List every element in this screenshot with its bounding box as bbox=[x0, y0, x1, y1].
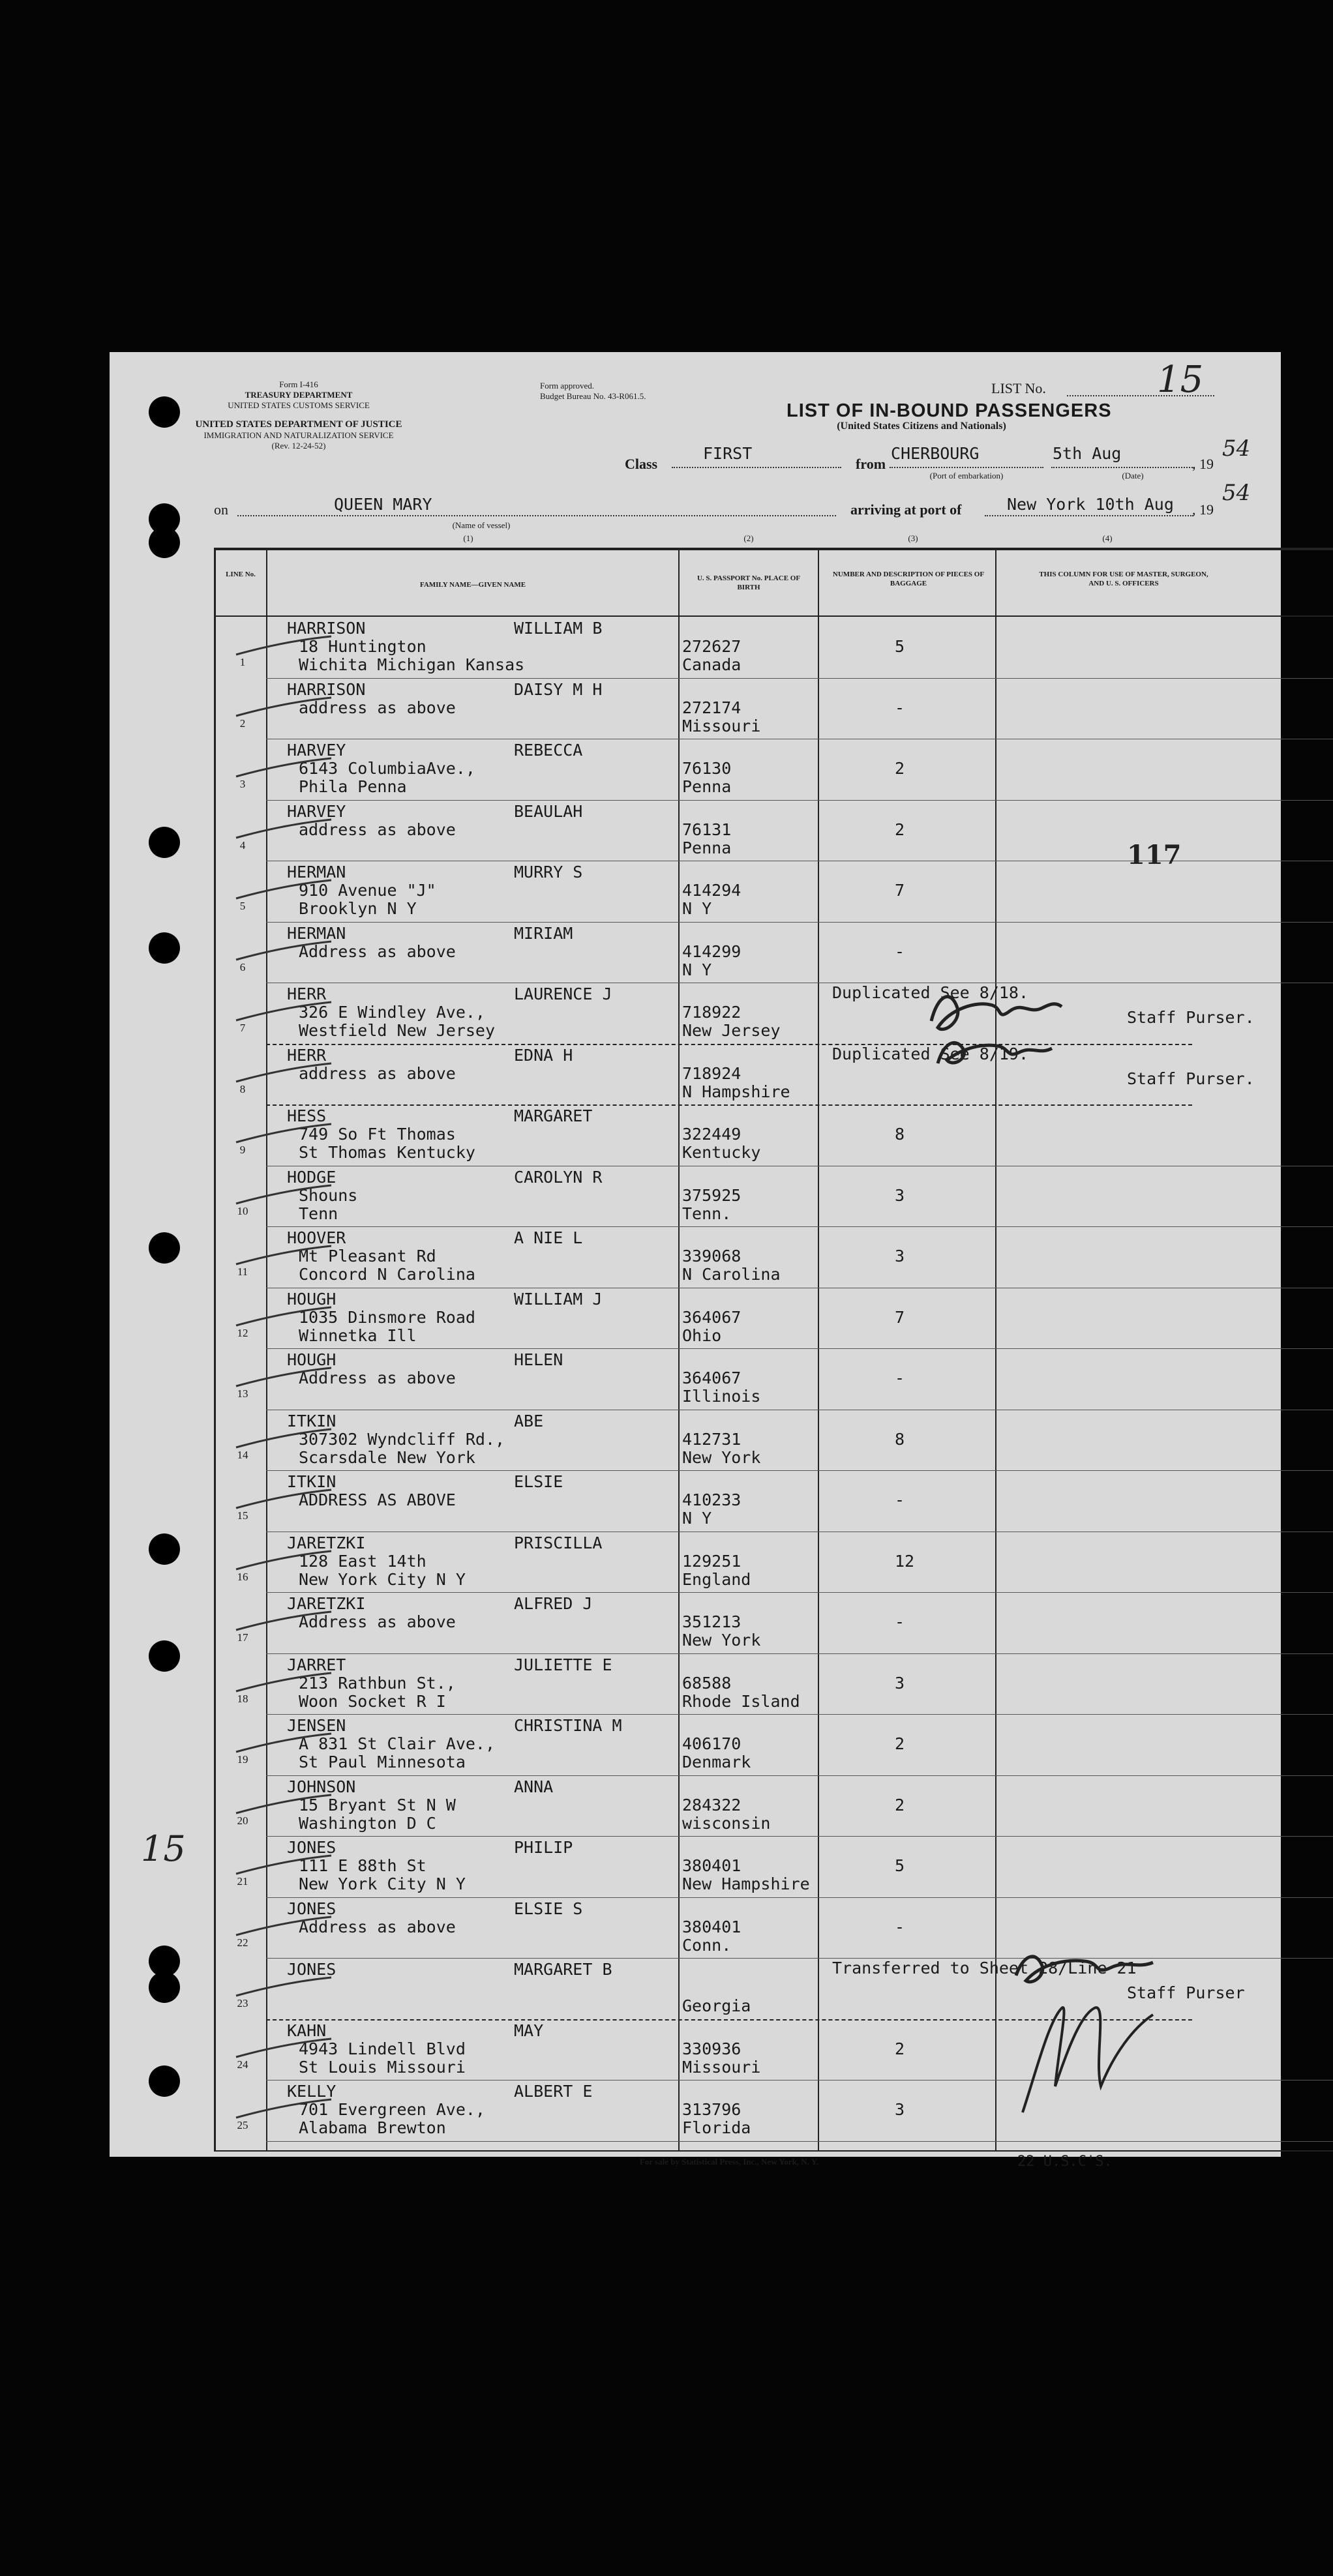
family-name: JONES bbox=[287, 1899, 337, 1918]
passport-number: 414299 bbox=[682, 941, 741, 961]
passport-number: 129251 bbox=[682, 1551, 741, 1571]
address-line-1: Address as above bbox=[299, 941, 456, 961]
given-name: ALFRED J bbox=[514, 1594, 593, 1613]
row-divider bbox=[266, 1226, 1333, 1227]
line-number: 18 bbox=[237, 1692, 248, 1705]
given-name: ANNA bbox=[514, 1777, 554, 1796]
address-line-2: Washington D C bbox=[299, 1813, 436, 1833]
baggage-count: 3 bbox=[895, 1185, 905, 1205]
check-mark-icon bbox=[233, 1791, 338, 1817]
given-name: MAY bbox=[514, 2021, 544, 2040]
given-name: ELSIE bbox=[514, 1472, 563, 1491]
baggage-count: 2 bbox=[895, 820, 905, 839]
baggage-count: - bbox=[895, 698, 905, 717]
check-mark-icon bbox=[233, 2035, 338, 2061]
row-note-signoff: Staff Purser bbox=[1127, 1983, 1245, 2002]
address-line-1: ADDRESS AS ABOVE bbox=[299, 1490, 456, 1509]
given-name: PHILIP bbox=[514, 1838, 573, 1857]
family-name: HODGE bbox=[287, 1167, 337, 1187]
passport-number: 76131 bbox=[682, 820, 732, 839]
line-number: 22 bbox=[237, 1936, 248, 1949]
from-value: CHERBOURG bbox=[891, 444, 980, 463]
punch-hole bbox=[149, 827, 180, 858]
baggage-count: - bbox=[895, 1369, 905, 1387]
place-of-birth: Conn. bbox=[682, 1935, 732, 1955]
passport-number: 351213 bbox=[682, 1612, 741, 1631]
check-mark-icon bbox=[233, 694, 338, 720]
from-caption: (Port of embarkation) bbox=[929, 471, 1004, 481]
place-of-birth: N Y bbox=[682, 899, 712, 918]
date-caption: (Date) bbox=[1122, 471, 1144, 481]
row-note: Duplicated See 8/19. bbox=[832, 1044, 1029, 1063]
row-divider bbox=[266, 1714, 1333, 1715]
address-line-1: 213 Rathbun St., bbox=[299, 1673, 456, 1693]
margin-note: 15 bbox=[141, 1828, 186, 1869]
given-name: LAURENCE J bbox=[514, 985, 612, 1003]
row-divider bbox=[266, 1592, 1333, 1593]
family-name: HARVEY bbox=[287, 741, 346, 760]
line-number: 7 bbox=[239, 1022, 246, 1034]
check-mark-icon bbox=[233, 816, 338, 842]
table-header-bottom bbox=[214, 615, 1333, 617]
arriving-label: arriving at port of bbox=[850, 501, 962, 518]
place-of-birth: Illinois bbox=[682, 1387, 761, 1406]
given-name: BEAULAH bbox=[514, 801, 583, 821]
date-value: 5th Aug bbox=[1053, 444, 1122, 463]
line-number: 14 bbox=[237, 1448, 248, 1461]
punch-hole bbox=[149, 2065, 180, 2097]
col-num-4: (4) bbox=[1102, 533, 1113, 543]
list-subtitle: (United States Citizens and Nationals) bbox=[837, 421, 1006, 432]
check-mark-icon bbox=[233, 1730, 338, 1756]
passport-number: 339068 bbox=[682, 1247, 741, 1266]
place-of-birth: Rhode Island bbox=[682, 1691, 800, 1711]
check-mark-icon bbox=[233, 1913, 338, 1939]
baggage-count: 3 bbox=[895, 2100, 905, 2119]
check-mark-icon bbox=[233, 754, 338, 780]
address-line-2: New York City N Y bbox=[299, 1874, 466, 1893]
check-mark-icon bbox=[233, 1547, 338, 1573]
footer-printer: For sale by Statistical Press, Inc., New York, N. Y. bbox=[639, 2157, 819, 2167]
passport-number: 380401 bbox=[682, 1856, 741, 1875]
baggage-count: 5 bbox=[895, 1856, 905, 1875]
family-name: HERR bbox=[287, 985, 327, 1003]
check-mark-icon bbox=[233, 1425, 338, 1451]
baggage-count: 12 bbox=[895, 1551, 915, 1571]
address-line-2: St Paul Minnesota bbox=[299, 1753, 466, 1771]
customs-service: UNITED STATES CUSTOMS SERVICE bbox=[228, 400, 370, 410]
line-number: 24 bbox=[237, 2058, 248, 2071]
check-mark-icon bbox=[233, 876, 338, 902]
line-number: 25 bbox=[237, 2119, 248, 2131]
line-number: 17 bbox=[237, 1631, 248, 1644]
row-note: Transferred to Sheet 28/Line 21 bbox=[832, 1959, 1137, 1977]
passport-number: 322449 bbox=[682, 1125, 741, 1144]
check-mark-icon bbox=[233, 1852, 338, 1878]
given-name: MURRY S bbox=[514, 863, 583, 881]
address-line-2: Alabama Brewton bbox=[299, 2118, 446, 2137]
given-name: WILLIAM J bbox=[514, 1289, 603, 1309]
check-mark-icon bbox=[233, 1303, 338, 1329]
class-label: Class bbox=[625, 456, 658, 472]
address-line-1: 128 East 14th bbox=[299, 1551, 427, 1571]
passport-number: 412731 bbox=[682, 1429, 741, 1449]
check-mark-icon bbox=[233, 1974, 338, 2000]
passport-number: 284322 bbox=[682, 1795, 741, 1814]
line-number: 12 bbox=[237, 1326, 248, 1339]
address-line-1: Address as above bbox=[299, 1612, 456, 1631]
treasury-dept: TREASURY DEPARTMENT bbox=[245, 390, 353, 400]
given-name: ABE bbox=[514, 1411, 544, 1430]
given-name: JULIETTE E bbox=[514, 1655, 612, 1674]
arrival-year-prefix: , 19 bbox=[1192, 501, 1214, 518]
check-mark-icon bbox=[233, 632, 338, 659]
line-number: 23 bbox=[237, 1997, 248, 2009]
punch-hole bbox=[149, 1533, 180, 1565]
given-name: REBECCA bbox=[514, 741, 583, 760]
class-line bbox=[672, 467, 841, 468]
address-line-1: Address as above bbox=[299, 1917, 456, 1936]
baggage-count: 8 bbox=[895, 1429, 905, 1449]
check-mark-icon bbox=[233, 998, 338, 1024]
family-name: HERMAN bbox=[287, 923, 346, 943]
family-name: JARETZKI bbox=[287, 1533, 366, 1552]
arrival-line bbox=[985, 515, 1193, 516]
check-mark-icon bbox=[233, 1181, 338, 1207]
line-number: 20 bbox=[237, 1814, 248, 1827]
line-number: 11 bbox=[237, 1266, 248, 1278]
place-of-birth: wisconsin bbox=[682, 1813, 771, 1833]
row-divider bbox=[266, 1897, 1333, 1898]
line-number: 10 bbox=[237, 1204, 248, 1217]
address-line-1: 6143 ColumbiaAve., bbox=[299, 759, 475, 778]
form-number: Form I-416 bbox=[279, 379, 318, 389]
class-value: FIRST bbox=[703, 444, 753, 463]
punch-hole bbox=[149, 1640, 180, 1672]
passport-number: 330936 bbox=[682, 2039, 741, 2058]
row-divider bbox=[266, 2141, 1333, 2142]
check-mark-icon bbox=[233, 1120, 338, 1146]
date-year: 54 bbox=[1222, 436, 1251, 462]
family-name: KELLY bbox=[287, 2082, 337, 2101]
passport-number: 68588 bbox=[682, 1673, 732, 1693]
col-num-2: (2) bbox=[743, 533, 754, 543]
row-note-signoff: Staff Purser. bbox=[1127, 1069, 1255, 1088]
col-header-officers: THIS COLUMN FOR USE OF MASTER, SURGEON, AND U. S. OFFICERS bbox=[1039, 570, 1208, 587]
place-of-birth: N Y bbox=[682, 960, 712, 979]
given-name: ELSIE S bbox=[514, 1899, 583, 1918]
baggage-count: 7 bbox=[895, 881, 905, 900]
given-name: MARGARET B bbox=[514, 1960, 612, 1979]
given-name: DAISY M H bbox=[514, 679, 603, 699]
address-line-2: Wichita Michigan Kansas bbox=[299, 655, 525, 674]
place-of-birth: Tenn. bbox=[682, 1204, 732, 1223]
place-of-birth: Canada bbox=[682, 655, 741, 674]
baggage-count: 2 bbox=[895, 1795, 905, 1814]
punch-hole bbox=[149, 396, 180, 428]
address-line-1: Shouns bbox=[299, 1185, 358, 1205]
check-mark-icon bbox=[233, 2095, 338, 2122]
address-line-1: 910 Avenue "J" bbox=[299, 881, 436, 900]
baggage-count: 2 bbox=[895, 759, 905, 778]
row-divider bbox=[266, 1470, 1333, 1471]
table-left-border bbox=[214, 548, 216, 2152]
form-approved: Form approved. bbox=[540, 381, 595, 391]
signature-staff-purser-2 bbox=[996, 1930, 1179, 2125]
given-name: MIRIAM bbox=[514, 923, 573, 943]
address-line-2: New York City N Y bbox=[299, 1569, 466, 1589]
table-bottom-border bbox=[214, 2150, 1333, 2152]
col-header-line: LINE No. bbox=[226, 570, 256, 578]
address-line-2: Concord N Carolina bbox=[299, 1265, 475, 1284]
address-line-1: Address as above bbox=[299, 1369, 456, 1387]
family-name: HOUGH bbox=[287, 1289, 337, 1309]
row-divider bbox=[266, 1104, 1192, 1106]
place-of-birth: Kentucky bbox=[682, 1143, 761, 1162]
baggage-count: 2 bbox=[895, 2039, 905, 2058]
address-line-1: address as above bbox=[299, 698, 456, 717]
family-name: HOUGH bbox=[287, 1350, 337, 1369]
row-divider bbox=[266, 678, 1333, 679]
col-num-1: (1) bbox=[463, 533, 473, 543]
family-name: JENSEN bbox=[287, 1716, 346, 1735]
line-number: 6 bbox=[239, 960, 246, 973]
family-name: HERR bbox=[287, 1045, 327, 1065]
vessel-value: QUEEN MARY bbox=[334, 495, 432, 514]
line-number: 19 bbox=[237, 1753, 248, 1766]
address-line-2: Tenn bbox=[299, 1204, 338, 1223]
line-number: 8 bbox=[239, 1082, 246, 1095]
from-label: from bbox=[856, 456, 886, 472]
address-line-1: 326 E Windley Ave., bbox=[299, 1003, 485, 1022]
row-divider bbox=[266, 922, 1333, 923]
passenger-list-page bbox=[110, 352, 1281, 2170]
given-name: PRISCILLA bbox=[514, 1533, 603, 1552]
officer-note: 117 bbox=[1127, 840, 1182, 870]
punch-hole bbox=[149, 1972, 180, 2003]
row-divider bbox=[266, 1348, 1333, 1349]
given-name: WILLIAM B bbox=[514, 619, 603, 638]
arrival-year: 54 bbox=[1222, 480, 1251, 506]
col-header-name: FAMILY NAME—GIVEN NAME bbox=[419, 581, 526, 589]
address-line-1: 307302 Wyndcliff Rd., bbox=[299, 1429, 505, 1449]
baggage-count: - bbox=[895, 1490, 905, 1509]
signature-staff-purser-1 bbox=[918, 975, 1068, 1073]
footer-right: 22 U.S.C'S. bbox=[1017, 2154, 1113, 2170]
given-name: MARGARET bbox=[514, 1106, 593, 1125]
row-divider bbox=[266, 800, 1333, 801]
col-divider-name bbox=[678, 548, 680, 2152]
given-name: A NIE L bbox=[514, 1228, 583, 1247]
passport-number: 375925 bbox=[682, 1185, 741, 1205]
family-name: HARVEY bbox=[287, 801, 346, 821]
address-line-2: Scarsdale New York bbox=[299, 1447, 475, 1467]
row-divider bbox=[266, 1836, 1333, 1837]
budget-bureau: Budget Bureau No. 43-R061.5. bbox=[540, 391, 646, 401]
col-header-baggage: NUMBER AND DESCRIPTION OF PIECES OF BAGGAGE bbox=[832, 570, 985, 587]
row-note-signoff: Staff Purser. bbox=[1127, 1008, 1255, 1027]
vessel-caption: (Name of vessel) bbox=[452, 520, 511, 530]
line-number: 21 bbox=[237, 1875, 248, 1888]
baggage-count: 3 bbox=[895, 1247, 905, 1266]
check-mark-icon bbox=[233, 1669, 338, 1695]
passport-number: 406170 bbox=[682, 1734, 741, 1753]
punch-hole bbox=[149, 1232, 180, 1264]
place-of-birth: New York bbox=[682, 1447, 761, 1467]
place-of-birth: New Hampshire bbox=[682, 1874, 810, 1893]
check-mark-icon bbox=[233, 1486, 338, 1512]
given-name: CAROLYN R bbox=[514, 1167, 603, 1187]
passport-number: 313796 bbox=[682, 2100, 741, 2119]
place-of-birth: Penna bbox=[682, 838, 732, 857]
address-line-2: Brooklyn N Y bbox=[299, 899, 417, 918]
family-name: HARRISON bbox=[287, 619, 366, 638]
punch-hole bbox=[149, 932, 180, 964]
address-line-1: address as above bbox=[299, 1063, 456, 1083]
line-number: 4 bbox=[239, 838, 246, 851]
address-line-1: 701 Evergreen Ave., bbox=[299, 2100, 485, 2119]
list-title: LIST OF IN-BOUND PASSENGERS bbox=[786, 400, 1112, 421]
row-divider bbox=[266, 1775, 1333, 1776]
place-of-birth: Ohio bbox=[682, 1325, 722, 1345]
place-of-birth: England bbox=[682, 1569, 751, 1589]
place-of-birth: N Hampshire bbox=[682, 1082, 790, 1101]
address-line-2: Winnetka Ill bbox=[299, 1325, 417, 1345]
place-of-birth: Missouri bbox=[682, 2057, 761, 2077]
check-mark-icon bbox=[233, 1364, 338, 1390]
passport-number: 364067 bbox=[682, 1369, 741, 1387]
table-top-border bbox=[214, 548, 1333, 550]
date-line bbox=[1051, 467, 1195, 468]
col-header-passport: U. S. PASSPORT No. PLACE OF BIRTH bbox=[696, 574, 801, 591]
address-line-1: Mt Pleasant Rd bbox=[299, 1247, 436, 1266]
vessel-line bbox=[237, 515, 836, 516]
place-of-birth: N Y bbox=[682, 1509, 712, 1528]
place-of-birth: New Jersey bbox=[682, 1021, 781, 1040]
passport-number: 414294 bbox=[682, 881, 741, 900]
place-of-birth: Florida bbox=[682, 2118, 751, 2137]
col-num-3: (3) bbox=[908, 533, 918, 543]
address-line-1: 4943 Lindell Blvd bbox=[299, 2039, 466, 2058]
baggage-count: - bbox=[895, 1612, 905, 1631]
given-name: ALBERT E bbox=[514, 2082, 593, 2101]
address-line-1: 15 Bryant St N W bbox=[299, 1795, 456, 1814]
col-divider-line bbox=[266, 548, 267, 2152]
baggage-count: 7 bbox=[895, 1307, 905, 1327]
arrival-value: New York 10th Aug bbox=[1007, 495, 1174, 514]
col-divider-passport bbox=[818, 548, 819, 2152]
family-name: KAHN bbox=[287, 2021, 327, 2040]
family-name: JONES bbox=[287, 1960, 337, 1979]
address-line-1: 111 E 88th St bbox=[299, 1856, 427, 1875]
address-line-2: St Thomas Kentucky bbox=[299, 1143, 475, 1162]
line-number: 9 bbox=[239, 1144, 246, 1156]
passport-number: 272627 bbox=[682, 637, 741, 656]
family-name: JONES bbox=[287, 1838, 337, 1857]
given-name: CHRISTINA M bbox=[514, 1716, 622, 1735]
revision: (Rev. 12-24-52) bbox=[271, 441, 326, 451]
family-name: JARRET bbox=[287, 1655, 346, 1674]
baggage-count: 3 bbox=[895, 1673, 905, 1693]
address-line-2: Phila Penna bbox=[299, 777, 407, 796]
family-name: ITKIN bbox=[287, 1411, 337, 1430]
family-name: JOHNSON bbox=[287, 1777, 356, 1796]
place-of-birth: N Carolina bbox=[682, 1265, 781, 1284]
family-name: HARRISON bbox=[287, 679, 366, 699]
line-number: 13 bbox=[237, 1387, 248, 1400]
check-mark-icon bbox=[233, 1242, 338, 1268]
line-number: 2 bbox=[239, 717, 246, 730]
address-line-1: 18 Huntington bbox=[299, 637, 427, 656]
address-line-2: Woon Socket R I bbox=[299, 1691, 446, 1711]
place-of-birth: New York bbox=[682, 1631, 761, 1650]
row-note: Duplicated See 8/18. bbox=[832, 983, 1029, 1002]
list-no-value: 15 bbox=[1157, 359, 1204, 401]
address-line-2: Westfield New Jersey bbox=[299, 1021, 496, 1040]
baggage-count: 5 bbox=[895, 637, 905, 656]
given-name: EDNA H bbox=[514, 1045, 573, 1065]
check-mark-icon bbox=[233, 938, 338, 964]
family-name: ITKIN bbox=[287, 1472, 337, 1491]
col-divider-baggage bbox=[995, 548, 996, 2152]
ins-service: IMMIGRATION AND NATURALIZATION SERVICE bbox=[203, 430, 394, 440]
given-name: HELEN bbox=[514, 1350, 563, 1369]
line-number: 1 bbox=[239, 656, 246, 668]
baggage-count: - bbox=[895, 1917, 905, 1936]
passport-number: 410233 bbox=[682, 1490, 741, 1509]
place-of-birth: Penna bbox=[682, 777, 732, 796]
baggage-count: - bbox=[895, 941, 905, 961]
date-year-prefix: , 19 bbox=[1192, 456, 1214, 472]
passport-number: 76130 bbox=[682, 759, 732, 778]
passport-number: 718924 bbox=[682, 1063, 741, 1083]
place-of-birth: Denmark bbox=[682, 1753, 751, 1771]
list-no-label: LIST No. bbox=[991, 380, 1046, 396]
place-of-birth: Missouri bbox=[682, 716, 761, 735]
family-name: HOOVER bbox=[287, 1228, 346, 1247]
from-line bbox=[890, 467, 1043, 468]
line-number: 16 bbox=[237, 1570, 248, 1583]
passport-number: 380401 bbox=[682, 1917, 741, 1936]
check-mark-icon bbox=[233, 1608, 338, 1634]
on-label: on bbox=[214, 501, 228, 518]
address-line-1: address as above bbox=[299, 820, 456, 839]
place-of-birth: Georgia bbox=[682, 1996, 751, 2015]
baggage-count: 2 bbox=[895, 1734, 905, 1753]
check-mark-icon bbox=[233, 1059, 338, 1086]
line-number: 15 bbox=[237, 1509, 248, 1522]
family-name: HESS bbox=[287, 1106, 327, 1125]
line-number: 5 bbox=[239, 900, 246, 912]
family-name: HERMAN bbox=[287, 863, 346, 881]
passport-number: 364067 bbox=[682, 1307, 741, 1327]
justice-dept: UNITED STATES DEPARTMENT OF JUSTICE bbox=[195, 419, 402, 430]
address-line-1: A 831 St Clair Ave., bbox=[299, 1734, 496, 1753]
address-line-2: St Louis Missouri bbox=[299, 2057, 466, 2077]
baggage-count: 8 bbox=[895, 1125, 905, 1144]
row-divider bbox=[266, 1653, 1333, 1654]
passport-number: 272174 bbox=[682, 698, 741, 717]
address-line-1: 749 So Ft Thomas bbox=[299, 1125, 456, 1144]
family-name: JARETZKI bbox=[287, 1594, 366, 1613]
passport-number: 718922 bbox=[682, 1003, 741, 1022]
punch-hole bbox=[149, 527, 180, 558]
address-line-1: 1035 Dinsmore Road bbox=[299, 1307, 475, 1327]
line-number: 3 bbox=[239, 778, 246, 790]
